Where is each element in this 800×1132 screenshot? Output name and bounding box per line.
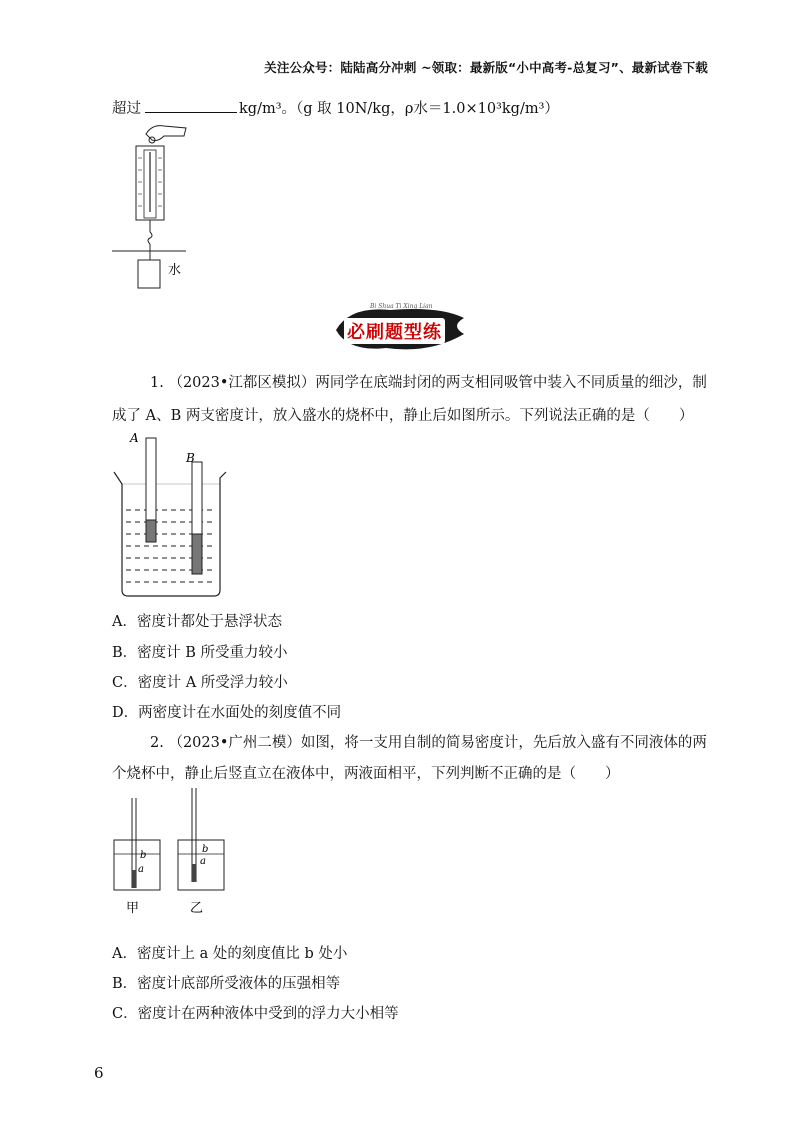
yi-label-b: b: [202, 844, 209, 855]
jia-label-b: b: [140, 850, 147, 861]
q1-option-a: A．密度计都处于悬浮状态: [112, 614, 282, 630]
yi-label-a: a: [200, 856, 206, 867]
banner-title: 必刷题型练: [344, 318, 445, 344]
q1-beaker-figure: [108, 430, 248, 602]
label-B: B: [186, 451, 195, 465]
banner-subtitle: Bi Shua Ti Xing Lian: [370, 303, 433, 310]
q1-stem-line2: 成了 A、B 两支密度计，放入盛水的烧杯中，静止后如图所示。下列说法正确的是（ ）: [112, 408, 694, 424]
prev-question-line: [112, 98, 559, 119]
q2-option-b: B．密度计底部所受液体的压强相等: [112, 976, 341, 992]
q2-option-a: A．密度计上 a 处的刻度值比 b 处小: [112, 946, 348, 962]
prev-unit: kg/m³。: [239, 101, 297, 117]
q1-option-b: B．密度计 B 所受重力较小: [112, 645, 288, 661]
spring-scale-figure: [108, 120, 208, 290]
q1-option-d: D．两密度计在水面处的刻度值不同: [112, 705, 342, 721]
q2-stem-line1: [150, 733, 707, 753]
jia-label-a: a: [138, 864, 144, 875]
prev-prefix: 超过: [112, 101, 141, 117]
q2-stem-line2: 个烧杯中，静止后竖直立在液体中，两液面相平，下列判断不正确的是（ ）: [112, 766, 620, 782]
q1-number: 1.: [150, 375, 164, 391]
q2-stem-1: （2023•广州二模）如图，将一支用自制的简易密度计，先后放入盛有不同液体的两: [168, 735, 707, 751]
q2-number: 2.: [150, 735, 164, 751]
answer-blank: [145, 98, 237, 113]
section-banner: [330, 300, 470, 356]
page-number: 6: [94, 1064, 104, 1082]
beaker-jia-label: 甲: [126, 901, 140, 916]
beaker-yi-label: 乙: [190, 901, 204, 916]
q1-stem-line1: [150, 373, 707, 393]
q1-stem-1: （2023•江都区模拟）两同学在底端封闭的两支相同吸管中装入不同质量的细沙，制: [168, 375, 707, 391]
label-A: A: [130, 431, 139, 445]
q1-option-c: C．密度计 A 所受浮力较小: [112, 675, 288, 691]
q2-option-c: C．密度计在两种液体中受到的浮力大小相等: [112, 1006, 399, 1022]
water-label: 水: [168, 263, 182, 278]
prev-note: （g 取 10N/kg，ρ水＝1.0×10³kg/m³）: [296, 101, 559, 117]
header-note: 关注公众号：陆陆高分冲刺 ~领取：最新版“小中高考-总复习”、最新试卷下载: [264, 60, 708, 75]
q2-beakers-figure: [108, 784, 238, 916]
